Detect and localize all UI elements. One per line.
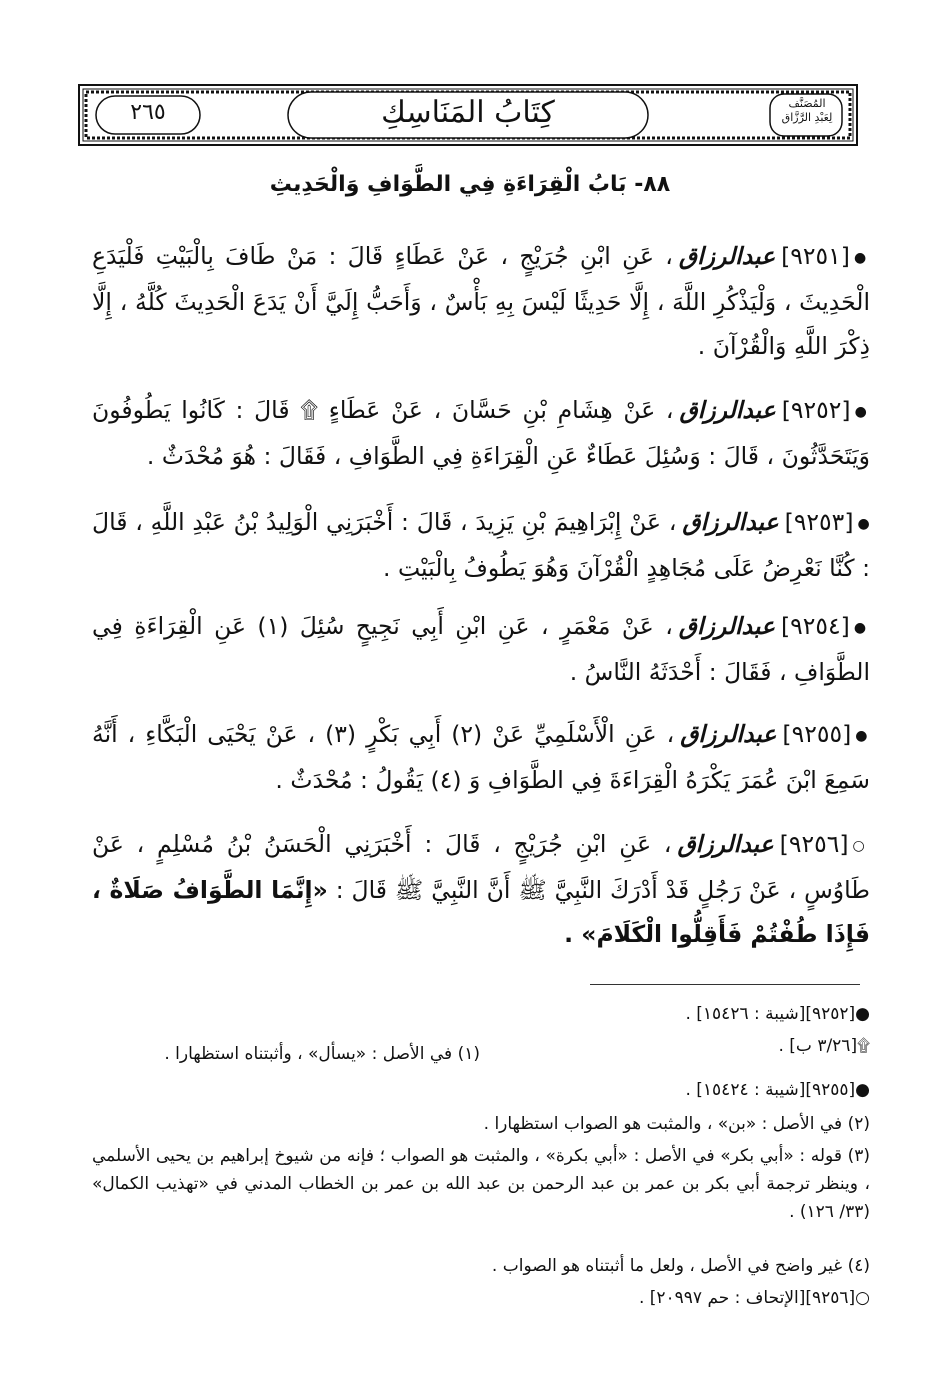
narrator-name: عبدالرزاق xyxy=(680,720,777,748)
footnote-ref-9252: ●[٩٢٥٢][شيبة : ١٥٤٢٦] . xyxy=(685,1004,870,1024)
hadith-text: ، عَنْ إِبْرَاهِيمَ بْنِ يَزِيدَ ، قَالَ : أَخْبَرَنِي الْوَلِيدُ بْنُ عَبْدِ اللَّهِ ، قَالَ : كُنَّا نَعْرِضُ عَلَى مُجَاهِدٍ الْقُرْآنَ وَهُوَ يَطُوفُ بِالْبَيْتِ . xyxy=(92,508,870,582)
hadith-9256 xyxy=(92,822,870,956)
hadith-number: [٩٢٥١] xyxy=(781,242,850,270)
book-title: كِتَابُ المَنَاسِكِ xyxy=(381,95,555,130)
hadith-number: [٩٢٥٣] xyxy=(784,508,854,536)
footnote-ref-9255: ●[٩٢٥٥][شيبة : ١٥٤٢٤] . xyxy=(685,1080,870,1100)
hadith-text: ، عَنِ الْأَسْلَمِيِّ عَنْ (٢) أَبِي بَكْرٍ (٣) ، عَنْ يَحْيَى الْبَكَّاءِ ، أَنَّهُ سَمِعَ ابْنَ عُمَرَ يَكْرَهُ الْقِرَاءَةَ فِي الطَّوَافِ وَ (٤) يَقُولُ : مُحْدَثٌ . xyxy=(92,720,870,794)
hadith-number: [٩٢٥٢] xyxy=(781,396,851,424)
hadith-number: [٩٢٥٤] xyxy=(781,612,850,640)
narrator-name: عبدالرزاق xyxy=(679,396,776,424)
footnote-2: (٢) في الأصل : «بن» ، والمثبت هو الصواب استظهارا . xyxy=(483,1114,870,1134)
hadith-text: ، عَنْ مَعْمَرٍ ، عَنِ ابْنِ أَبِي نَجِيحٍ سُئِلَ (١) عَنِ الْقِرَاءَةِ فِي الطَّوَافِ ، فَقَالَ : أَحْدَثَهُ النَّاسُ . xyxy=(92,612,870,686)
hadith-text: ، عَنْ هِشَامِ بْنِ حَسَّانَ ، عَنْ عَطَاءٍ ۩ قَالَ : كَانُوا يَطُوفُونَ وَيَتَحَدَّثُونَ ، قَالَ : وَسُئِلَ عَطَاءٌ عَنِ الْقِرَاءَةِ فِي الطَّوَافِ ، فَقَالَ : هُوَ مُحْدَثٌ . xyxy=(92,396,870,470)
narrator-name: عبدالرزاق xyxy=(677,830,774,858)
footnote-4: (٤) غير واضح في الأصل ، ولعل ما أثبتناه هو الصواب . xyxy=(491,1256,870,1276)
footnote-3: (٣) قوله : «أبي بكر» في الأصل : «أبي بكرة» ، والمثبت هو الصواب ؛ فإنه من شيوخ إبراهيم بن يحيى الأسلمي ، وينظر ترجمة أبي بكر بن عمر بن عبد الرحمن بن عبد الله بن عمر بن الخطاب المدني في «تهذيب الكمال» (٣٣/ ١٢٦) . xyxy=(92,1146,870,1222)
hadith-marker: ● xyxy=(855,727,870,744)
hadith-9253 xyxy=(92,500,870,590)
hadith-text: ، عَنِ ابْنِ جُرَيْجٍ ، قَالَ : أَخْبَرَنِي الْحَسَنُ بْنُ مُسْلِمٍ ، عَنْ طَاوُسٍ ، عَنْ رَجُلٍ قَدْ أَدْرَكَ النَّبِيَّ ﷺ أَنَّ النَّبِيَّ ﷺ قَالَ : xyxy=(92,830,870,904)
prophetic-saying: «إِنَّمَا الطَّوَافُ صَلَاةٌ ، فَإِذَا طُفْتُمْ فَأَقِلُّوا الْكَلَامَ» . xyxy=(92,875,870,948)
hadith-9251 xyxy=(92,234,870,368)
hadith-marker: ○ xyxy=(852,837,870,854)
hadith-9252 xyxy=(92,388,870,478)
chapter-heading: ٨٨- بَابُ الْقِرَاءَةِ فِي الطَّوَافِ وَالْحَدِيثِ xyxy=(269,172,671,197)
logo-line-1: المُصَنَّف xyxy=(788,97,826,110)
hadith-marker: ● xyxy=(853,619,871,636)
footnote-separator xyxy=(590,984,860,985)
hadith-marker: ● xyxy=(853,249,870,266)
narrator-name: عبدالرزاق xyxy=(682,508,779,536)
footnote-ref-9252-folio: ۩[٣/٢٦ ب] . xyxy=(778,1036,870,1056)
footnote-ref-9256: ○[٩٢٥٦][الإتحاف : حم ٢٠٩٩٧] . xyxy=(638,1288,870,1308)
logo-line-2: لِعَبْدِ الرَّزَّاق xyxy=(781,111,833,124)
footnote-1: (١) في الأصل : «يسأل» ، وأثبتناه استظهارا . xyxy=(164,1044,480,1064)
hadith-9255 xyxy=(92,712,870,802)
narrator-name: عبدالرزاق xyxy=(678,612,775,640)
hadith-number: [٩٢٥٥] xyxy=(782,720,852,748)
narrator-name: عبدالرزاق xyxy=(678,242,776,270)
page-header xyxy=(78,84,858,146)
hadith-text: ، عَنِ ابْنِ جُرَيْجٍ ، عَنْ عَطَاءٍ قَالَ : مَنْ طَافَ بِالْبَيْتِ فَلْيَدَعِ الْحَدِيثَ ، وَلْيَذْكُرِ اللَّهَ ، إِلَّا حَدِيثًا لَيْسَ بِهِ بَأْسٌ ، وَأَحَبُّ إِلَيَّ أَنْ يَدَعَ الْحَدِيثَ كُلَّهُ ، إِلَّا ذِكْرَ اللَّهِ وَالْقُرْآنَ . xyxy=(92,242,870,360)
page-number: ٢٦٥ xyxy=(130,100,166,125)
hadith-number: [٩٢٥٦] xyxy=(779,830,849,858)
publisher-logo xyxy=(772,94,842,132)
hadith-9254 xyxy=(92,604,870,694)
hadith-marker: ● xyxy=(857,515,871,532)
hadith-marker: ● xyxy=(854,403,870,420)
